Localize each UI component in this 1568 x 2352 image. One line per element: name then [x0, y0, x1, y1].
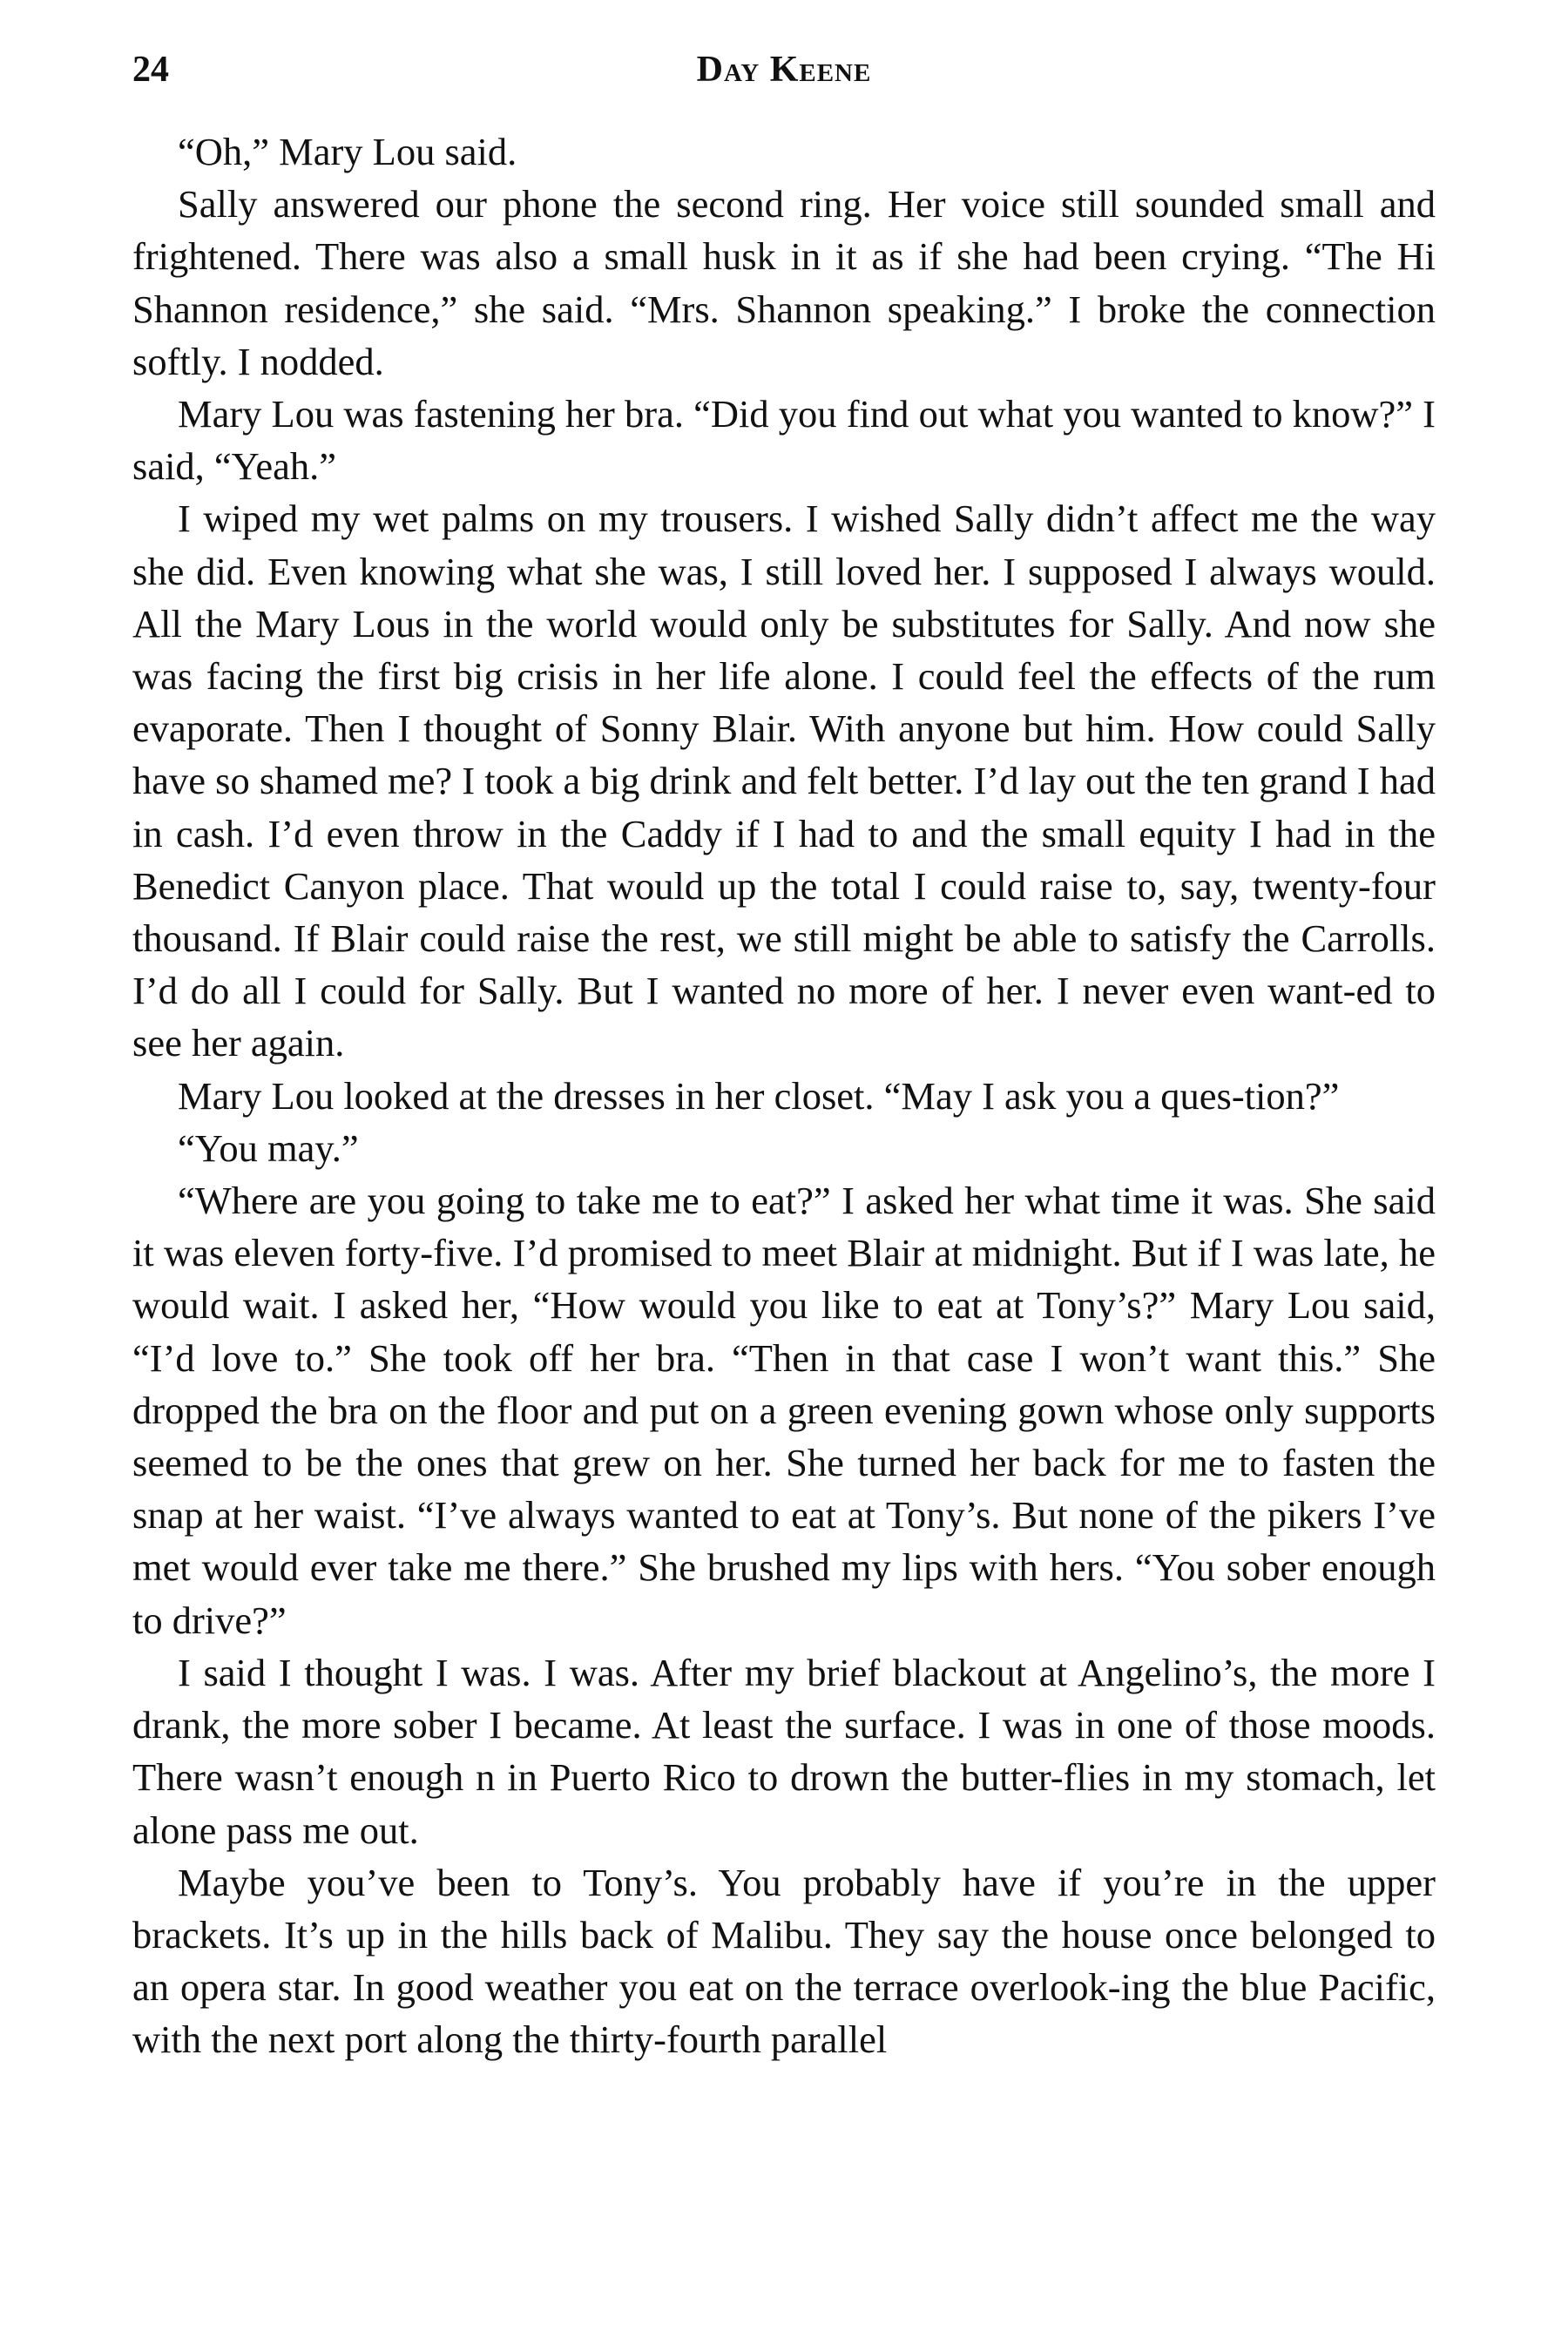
- paragraph: “Oh,” Mary Lou said.: [178, 130, 517, 173]
- running-head: Day Keene: [696, 50, 872, 90]
- paragraph: “Where are you going to take me to eat?” I asked her what time it was. She said it was eleven forty-five. I’d promised to meet Blair at midnight. But if I was late, he would wait. I asked her, “How would you like to eat at Tony’s?” Mary Lou said, “I’d love to.” She took off her bra. “Then in that case I won’t want this.” She dropped the bra on the floor and put on a green evening gown whose only supports seemed to be the ones that grew on her. She turned her back for me to fasten the snap at her waist. “I’ve always wanted to eat at Tony’s. But none of the pikers I’ve met would ever take me there.” She brushed my lips with hers. “You sober enough to drive?”: [132, 1179, 1436, 1642]
- page-header: [132, 45, 1436, 94]
- paragraph: Mary Lou looked at the dresses in her closet. “May I ask you a ques-tion?”: [178, 1073, 1340, 1118]
- paragraph: “You may.”: [178, 1125, 359, 1170]
- paragraph: Maybe you’ve been to Tony’s. You probably have if you’re in the upper brackets. It’s up in the hills back of Malibu. They say the house once belonged to an opera star. In good weather you eat on the terrace overlook-ing the blue Pacific, with the next port along the thirty-fourth parallel: [132, 1860, 1436, 2062]
- paragraph: I said I thought I was. I was. After my brief blackout at Angelino’s, the more I drank, the more sober I became. At least the surface. I was in one of those moods. There wasn’t enough n in Puerto Rico to drown the butter-flies in my stomach, let alone pass me out.: [132, 1650, 1436, 1852]
- paragraph: Sally answered our phone the second ring. Her voice still sounded small and frightened. There was also a small husk in it as if she had been crying. “The Hi Shannon residence,” she said. “Mrs. Shannon speaking.” I broke the connection softly. I nodded.: [132, 182, 1436, 383]
- paragraph: I wiped my wet palms on my trousers. I wished Sally didn’t affect me the way she did. Even knowing what she was, I still loved her. I supposed I always would. All the Mary Lous in the world would only be substitutes for Sally. And now she was facing the first big crisis in her life alone. I could feel the effects of the rum evaporate. Then I thought of Sonny Blair. With anyone but him. How could Sally have so shamed me? I took a big drink and felt better. I’d lay out the ten grand I had in cash. I’d even throw in the Caddy if I had to and the small equity I had in the Benedict Canyon place. That would up the total I could raise to, say, twenty-four thousand. If Blair could raise the rest, we still might be able to satisfy the Carrolls. I’d do all I could for Sally. But I wanted no more of her. I never even want-ed to see her again.: [132, 497, 1436, 1065]
- paragraph: Mary Lou was fastening her bra. “Did you find out what you wanted to know?” I said, “Yeah.”: [132, 392, 1436, 489]
- page-number: 24: [132, 50, 169, 90]
- body-text: [132, 125, 1436, 2066]
